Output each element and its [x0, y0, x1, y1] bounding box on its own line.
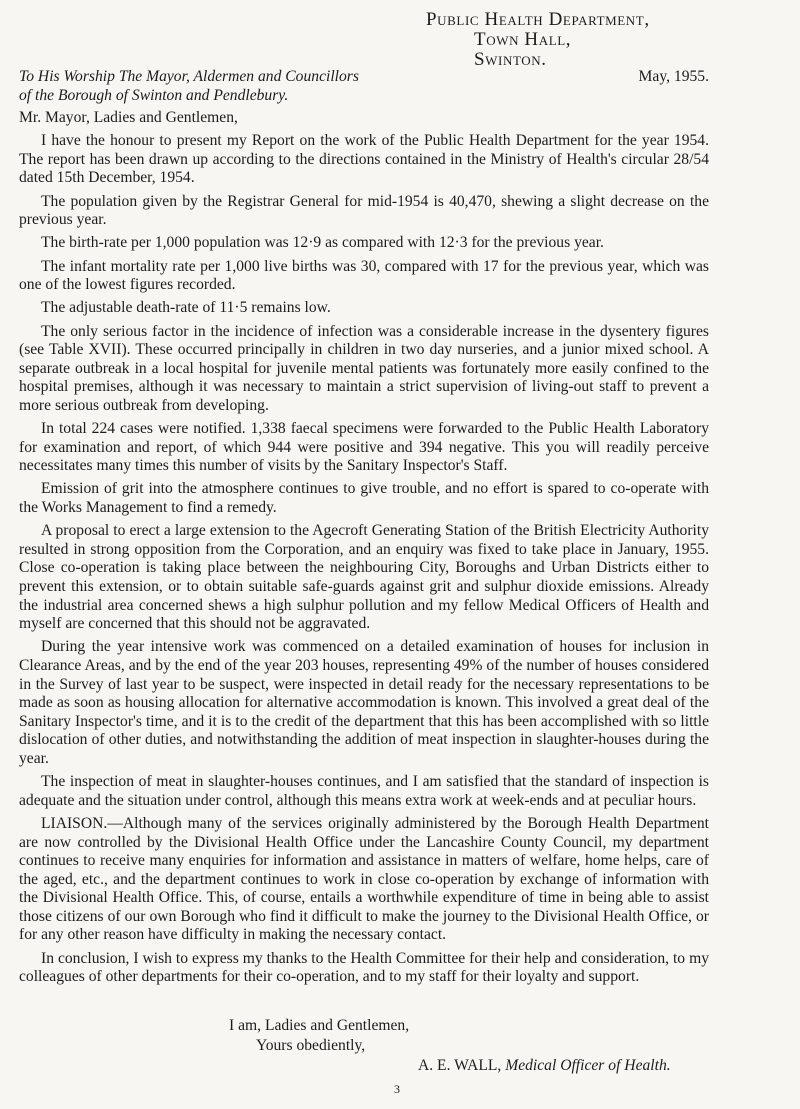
paragraph-death-rate: The adjustable death-rate of 11·5 remains low. — [41, 299, 331, 317]
letterhead — [426, 10, 756, 70]
addressee-line-2: of the Borough of Swinton and Pendlebury. — [19, 87, 289, 104]
salutation: Mr. Mayor, Ladies and Gentlemen, — [19, 109, 238, 126]
page-number: 3 — [394, 1082, 400, 1096]
paragraph-liaison: LIAISON.—Although many of the services originally administered by the Borough Health Department are now controlled by the Divisional Health Office under the Lancashire County Council, my department continues to receive many enquiries for information and assistance in matters of welfare, home helps, care of the aged, etc., and the department continues to work in close co-operation by exchange of information with the Divisional Health Office. This, of course, entails a worthwhile expenditure of time in being able to assist those citizens of our own Borough who find it difficult to make the journey to the Divisional Health Office, or for any other reason have difficulty in making the necessary contact. — [19, 814, 709, 944]
letterhead-building: Town Hall, — [474, 29, 572, 50]
paragraph-birth-rate: The birth-rate per 1,000 population was 12·9 as compared with 12·3 for the previous year. — [41, 234, 604, 252]
addressee-block — [19, 68, 709, 106]
paragraph-intro: I have the honour to present my Report on the work of the Public Health Department for the year 1954. The report has been drawn up according to the directions contained in the Ministry of Health's circular 28/54 dated 15th December, 1954. — [19, 132, 709, 187]
signature — [418, 1057, 671, 1076]
paragraph-grit-emission: Emission of grit into the atmosphere continues to give trouble, and no effort is spared to co-operate with the Works Management to find a remedy. — [19, 480, 709, 517]
paragraph-dysentery: The only serious factor in the incidence of infection was a considerable increase in the dysentery figures (see Table XVII). These occurred principally in children in two day nurseries, and a junior mixed school. A separate outbreak in a local hospital for juvenile mental patients was fortunately more easily confined to the hospital premises, although it was necessary to maintain a strict supervision of living-out staff to prevent a more serious outbreak from developing. — [19, 322, 709, 414]
letter-date: May, 1955. — [638, 68, 709, 85]
closing-line: I am, Ladies and Gentlemen, — [229, 1017, 410, 1034]
paragraph-clearance-areas: During the year intensive work was commenced on a detailed examination of houses for inclusion in Clearance Areas, and by the end of the year 203 houses, representing 49% of the number of houses considered in the Survey of last year to be suspect, were inspected in detail ready for the necessary representations to be made as soon as housing allocation for alternative accommodation is known. This involved a great deal of the Sanitary Inspector's time, and it is to the credit of the department that this has been accomplished with so little dislocation of other duties, and notwithstanding the addition of meat inspection in slaughter-houses during the year. — [19, 638, 709, 767]
signature-title: Medical Officer of Health. — [505, 1057, 671, 1074]
paragraph-conclusion: In conclusion, I wish to express my thanks to the Health Committee for their help and consideration, to my colleagues of other departments for their co-operation, and to my staff for their loyalty and support. — [19, 949, 709, 986]
valediction: Yours obediently, — [256, 1037, 366, 1054]
letterhead-town: Swinton. — [474, 49, 547, 70]
letter-body — [19, 109, 709, 991]
paragraph-infant-mortality: The infant mortality rate per 1,000 live births was 30, compared with 17 for the previous year, which was one of the lowest figures recorded. — [19, 257, 709, 294]
addressee-line-1: To His Worship The Mayor, Aldermen and Councillors — [19, 68, 359, 85]
paragraph-meat-inspection: The inspection of meat in slaughter-houses continues, and I am satisfied that the standard of inspection is adequate and the situation under control, although this means extra work at week-ends and at peculiar hours. — [19, 773, 709, 809]
paragraph-population: The population given by the Registrar General for mid-1954 is 40,470, shewing a slight decrease on the previous year. — [19, 192, 709, 229]
letterhead-department: Public Health Department, — [426, 9, 650, 30]
paragraph-agecroft: A proposal to erect a large extension to the Agecroft Generating Station of the British Electricity Authority resulted in strong opposition from the Corporation, and an enquiry was fixed to take place in January, 1955. Close co-operation is taking place between the neighbouring City, Boroughs and Urban Districts either to prevent this extension, or to obtain suitable safe-guards against grit and sulphur dioxide emissions. Already the industrial area concerned shews a high sulphur pollution and my fellow Medical Officers of Health and myself are concerned that this should not be aggravated. — [19, 522, 709, 633]
signature-name: A. E. WALL, — [418, 1057, 502, 1074]
paragraph-notifications: In total 224 cases were notified. 1,338 faecal specimens were forwarded to the Public Health Laboratory for examination and report, of which 944 were positive and 394 negative. This you will readily perceive necessitates many times this number of visits by the Sanitary Inspector's Staff. — [19, 420, 709, 475]
